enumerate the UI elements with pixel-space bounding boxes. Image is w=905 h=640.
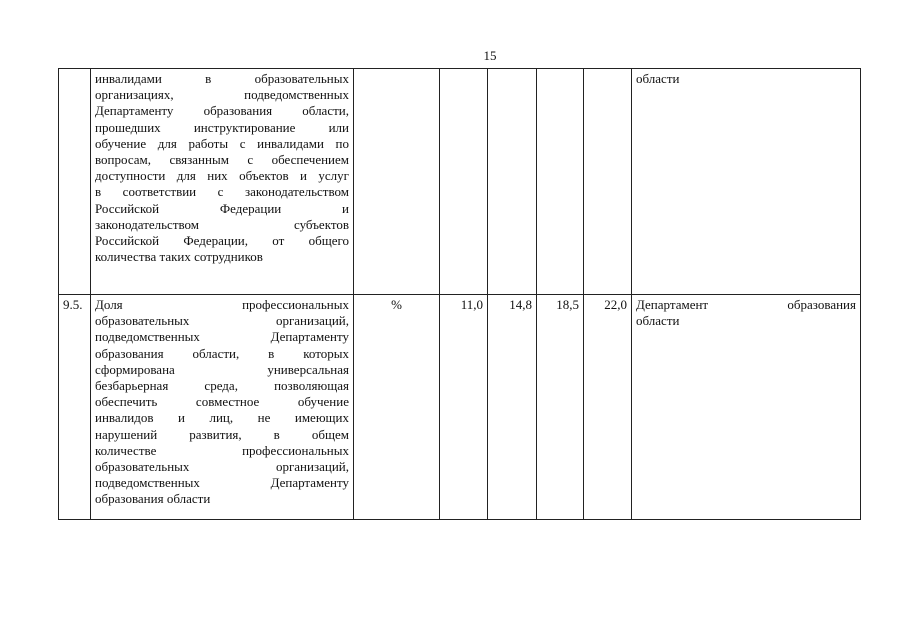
responsible-cell bbox=[632, 69, 861, 295]
description-line: Департаменту образования области, bbox=[95, 103, 349, 119]
description-line: количестве профессиональных bbox=[95, 442, 349, 458]
value-cell bbox=[584, 69, 632, 295]
indicator-description bbox=[91, 69, 354, 295]
description-line: количества таких сотрудников bbox=[95, 249, 263, 265]
description-line: подведомственных Департаменту bbox=[95, 475, 349, 491]
description-line: прошедших инструктирование или bbox=[95, 119, 349, 135]
description-line: инвалидов и лиц, не имеющих bbox=[95, 410, 349, 426]
description-line: подведомственных Департаменту bbox=[95, 329, 349, 345]
page-number: 15 bbox=[483, 48, 497, 63]
description-line: безбарьерная среда, позволяющая bbox=[95, 378, 349, 394]
description-line: нарушений развития, в общем bbox=[95, 426, 349, 442]
description-line: Доля профессиональных bbox=[95, 297, 349, 312]
indicator-description bbox=[91, 295, 354, 520]
unit-cell: % bbox=[354, 295, 440, 520]
description-line: законодательством субъектов bbox=[95, 216, 349, 232]
value-cell: 14,8 bbox=[488, 295, 537, 520]
description-line: Российской Федерации и bbox=[95, 200, 349, 216]
description-line: сформирована универсальная bbox=[95, 361, 349, 377]
description-line: вопросам, связанным с обеспечением bbox=[95, 152, 349, 168]
value-cell bbox=[440, 69, 488, 295]
description-line: доступности для них объектов и услуг bbox=[95, 168, 349, 184]
description-line: образовательных организаций, bbox=[95, 313, 349, 329]
value-cell: 11,0 bbox=[440, 295, 488, 520]
responsible-line: области bbox=[636, 71, 680, 86]
description-line: образования области bbox=[95, 491, 211, 507]
responsible-line: области bbox=[636, 313, 680, 329]
description-line: инвалидами в образовательных bbox=[95, 71, 349, 86]
row-number: 9.5. bbox=[59, 295, 91, 520]
value-cell bbox=[537, 69, 584, 295]
description-line: образовательных организаций, bbox=[95, 459, 349, 475]
unit-cell bbox=[354, 69, 440, 295]
description-line: в соответствии с законодательством bbox=[95, 184, 349, 200]
description-line: Российской Федерации, от общего bbox=[95, 233, 349, 249]
value-cell: 18,5 bbox=[537, 295, 584, 520]
description-line: образования области, в которых bbox=[95, 345, 349, 361]
responsible-cell bbox=[632, 295, 861, 520]
description-line: организациях, подведомственных bbox=[95, 87, 349, 103]
description-line: обеспечить совместное обучение bbox=[95, 394, 349, 410]
table-row bbox=[59, 69, 861, 295]
description-line: обучение для работы с инвалидами по bbox=[95, 135, 349, 151]
indicators-table bbox=[58, 68, 861, 520]
responsible-line: Департамент образования bbox=[636, 297, 856, 312]
value-cell bbox=[488, 69, 537, 295]
table-row bbox=[59, 295, 861, 520]
row-number bbox=[59, 69, 91, 295]
value-cell: 22,0 bbox=[584, 295, 632, 520]
